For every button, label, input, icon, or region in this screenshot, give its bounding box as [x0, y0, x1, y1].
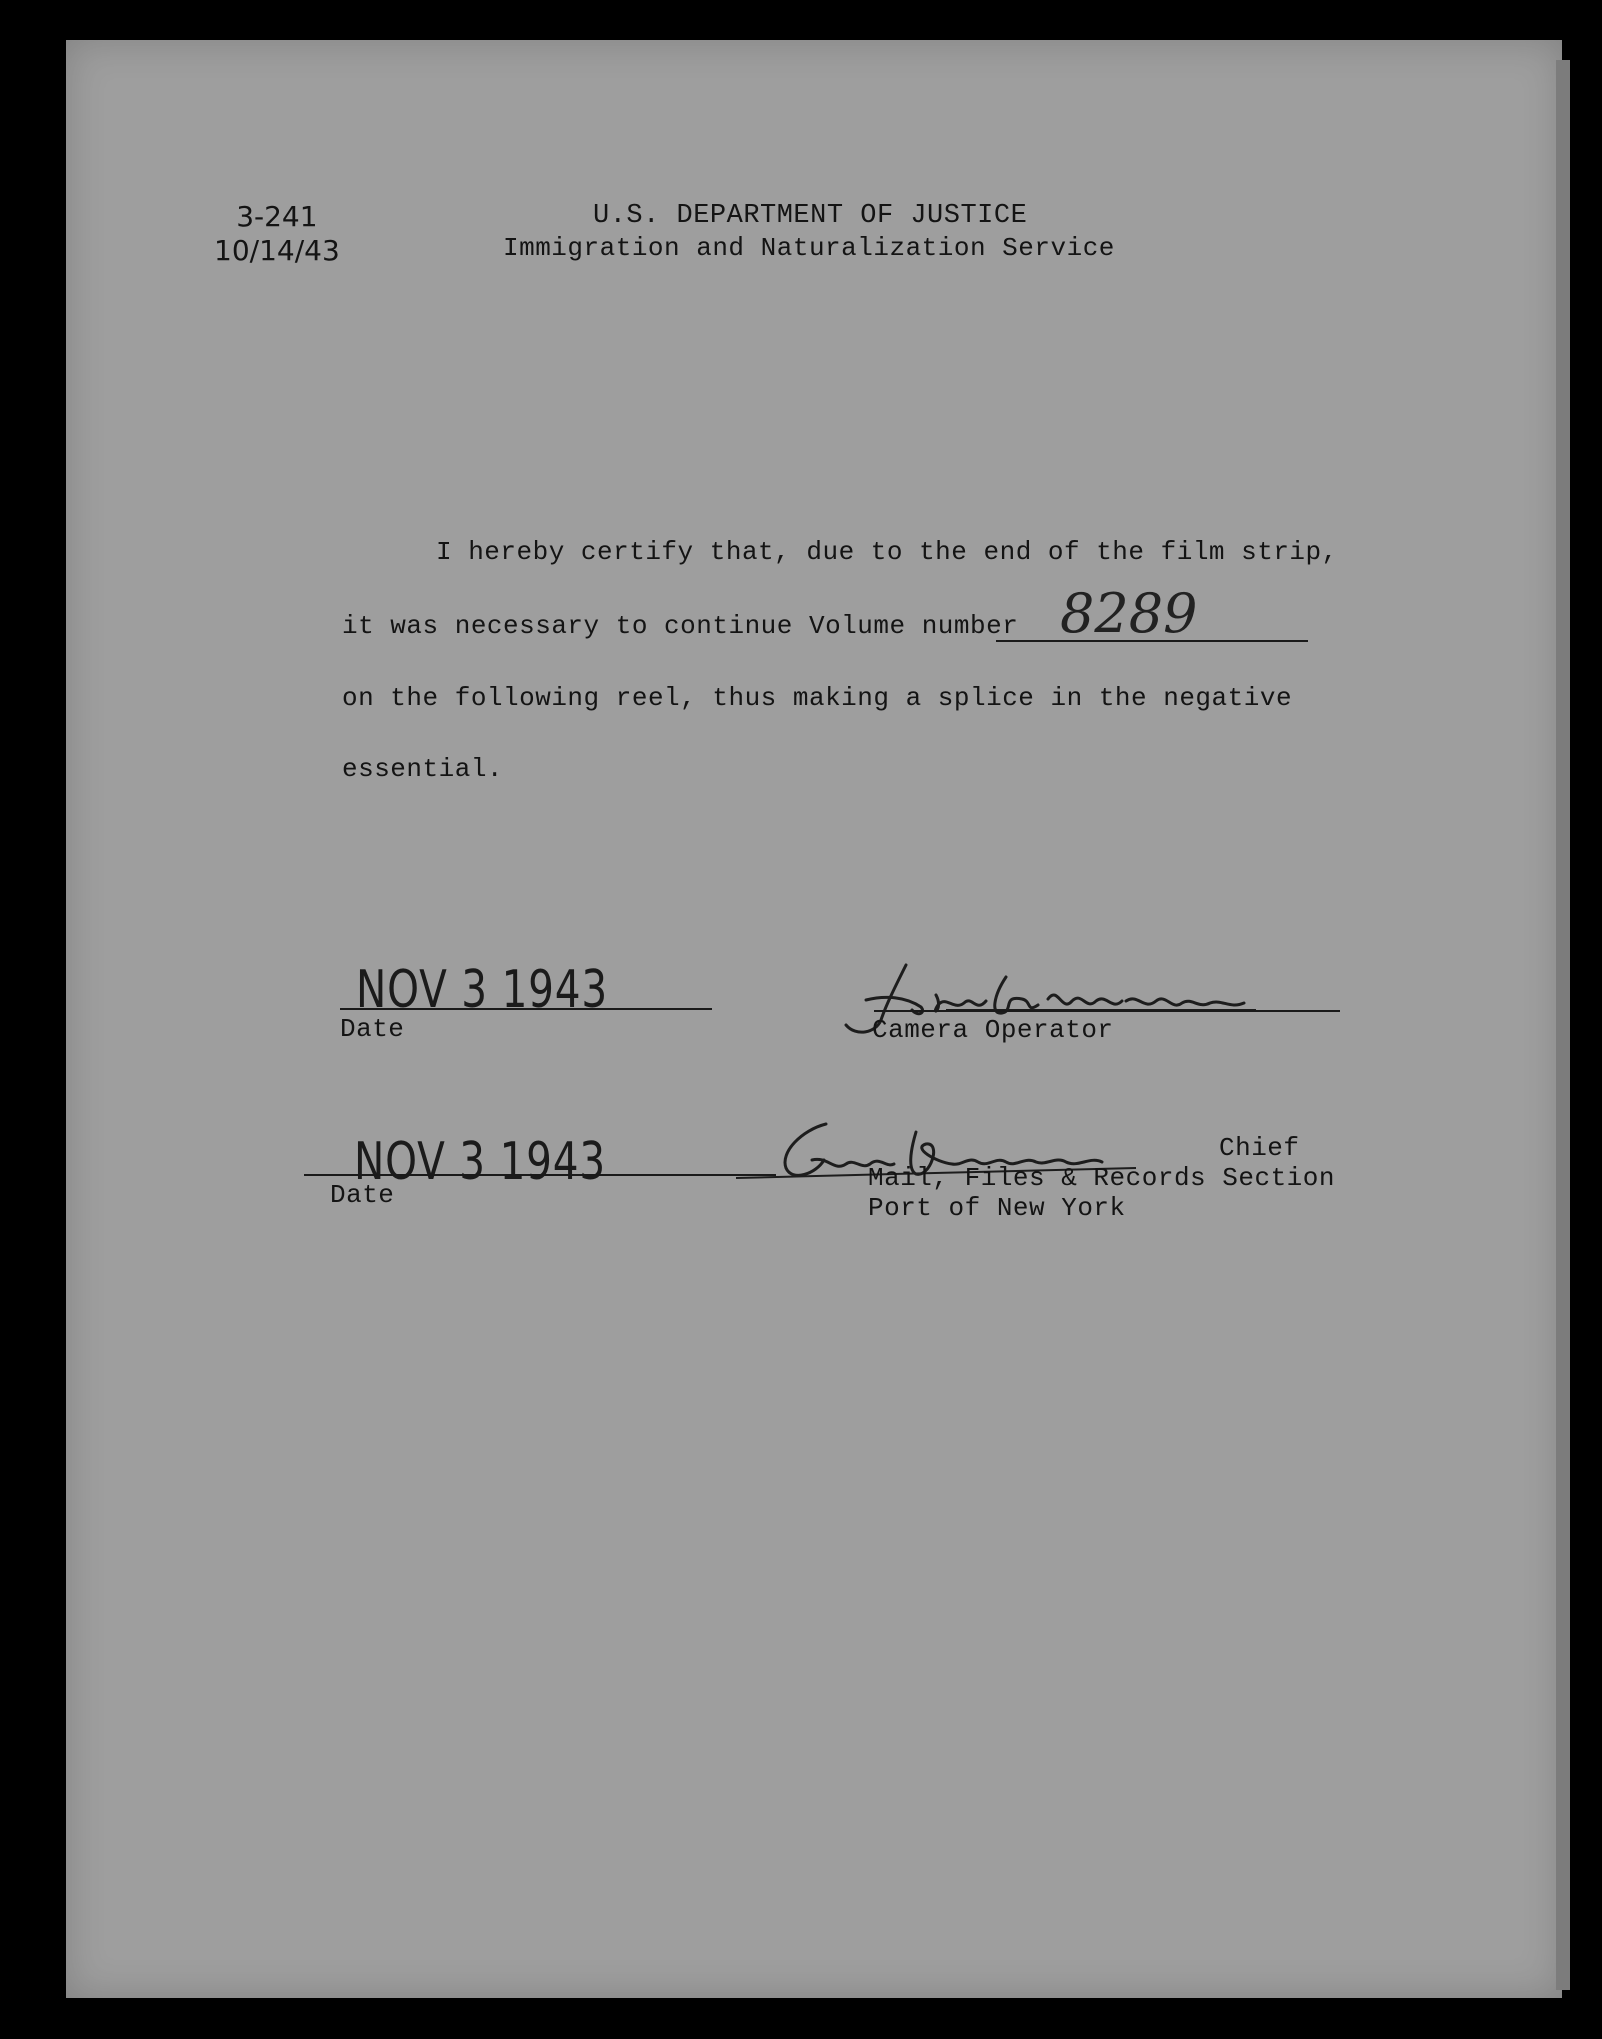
- chief-title-section: Mail, Files & Records Section: [868, 1163, 1335, 1193]
- volume-number-handwritten: 8289: [1060, 582, 1198, 645]
- operator-date-stamp: NOV 3 1943: [356, 960, 608, 1020]
- service-heading: Immigration and Naturalization Service: [503, 233, 1115, 263]
- chief-date-stamp: NOV 3 1943: [354, 1132, 606, 1192]
- chief-date-label: Date: [330, 1180, 395, 1210]
- chief-title-chief: Chief: [1219, 1133, 1300, 1163]
- chief-location: Port of New York: [868, 1193, 1126, 1223]
- form-number: 3-241: [236, 200, 318, 233]
- certification-line-2: it was necessary to continue Volume number: [342, 611, 1019, 641]
- form-date: 10/14/43: [214, 234, 340, 267]
- operator-title: Camera Operator: [872, 1015, 1114, 1045]
- chief-date-line: [304, 1174, 776, 1176]
- certification-line-4: essential.: [342, 754, 504, 784]
- operator-signature-line: [874, 1010, 1340, 1012]
- form-identifier: [214, 200, 340, 268]
- operator-date-line: [340, 1008, 712, 1010]
- certification-line-1: I hereby certify that, due to the end of the film strip,: [436, 537, 1338, 567]
- page-edge-shadow: [1556, 60, 1570, 1990]
- document-page: [66, 40, 1562, 1998]
- certification-line-3: on the following reel, thus making a splice in the negative: [342, 683, 1293, 713]
- department-heading: U.S. DEPARTMENT OF JUSTICE: [593, 201, 1028, 231]
- operator-date-label: Date: [340, 1014, 405, 1044]
